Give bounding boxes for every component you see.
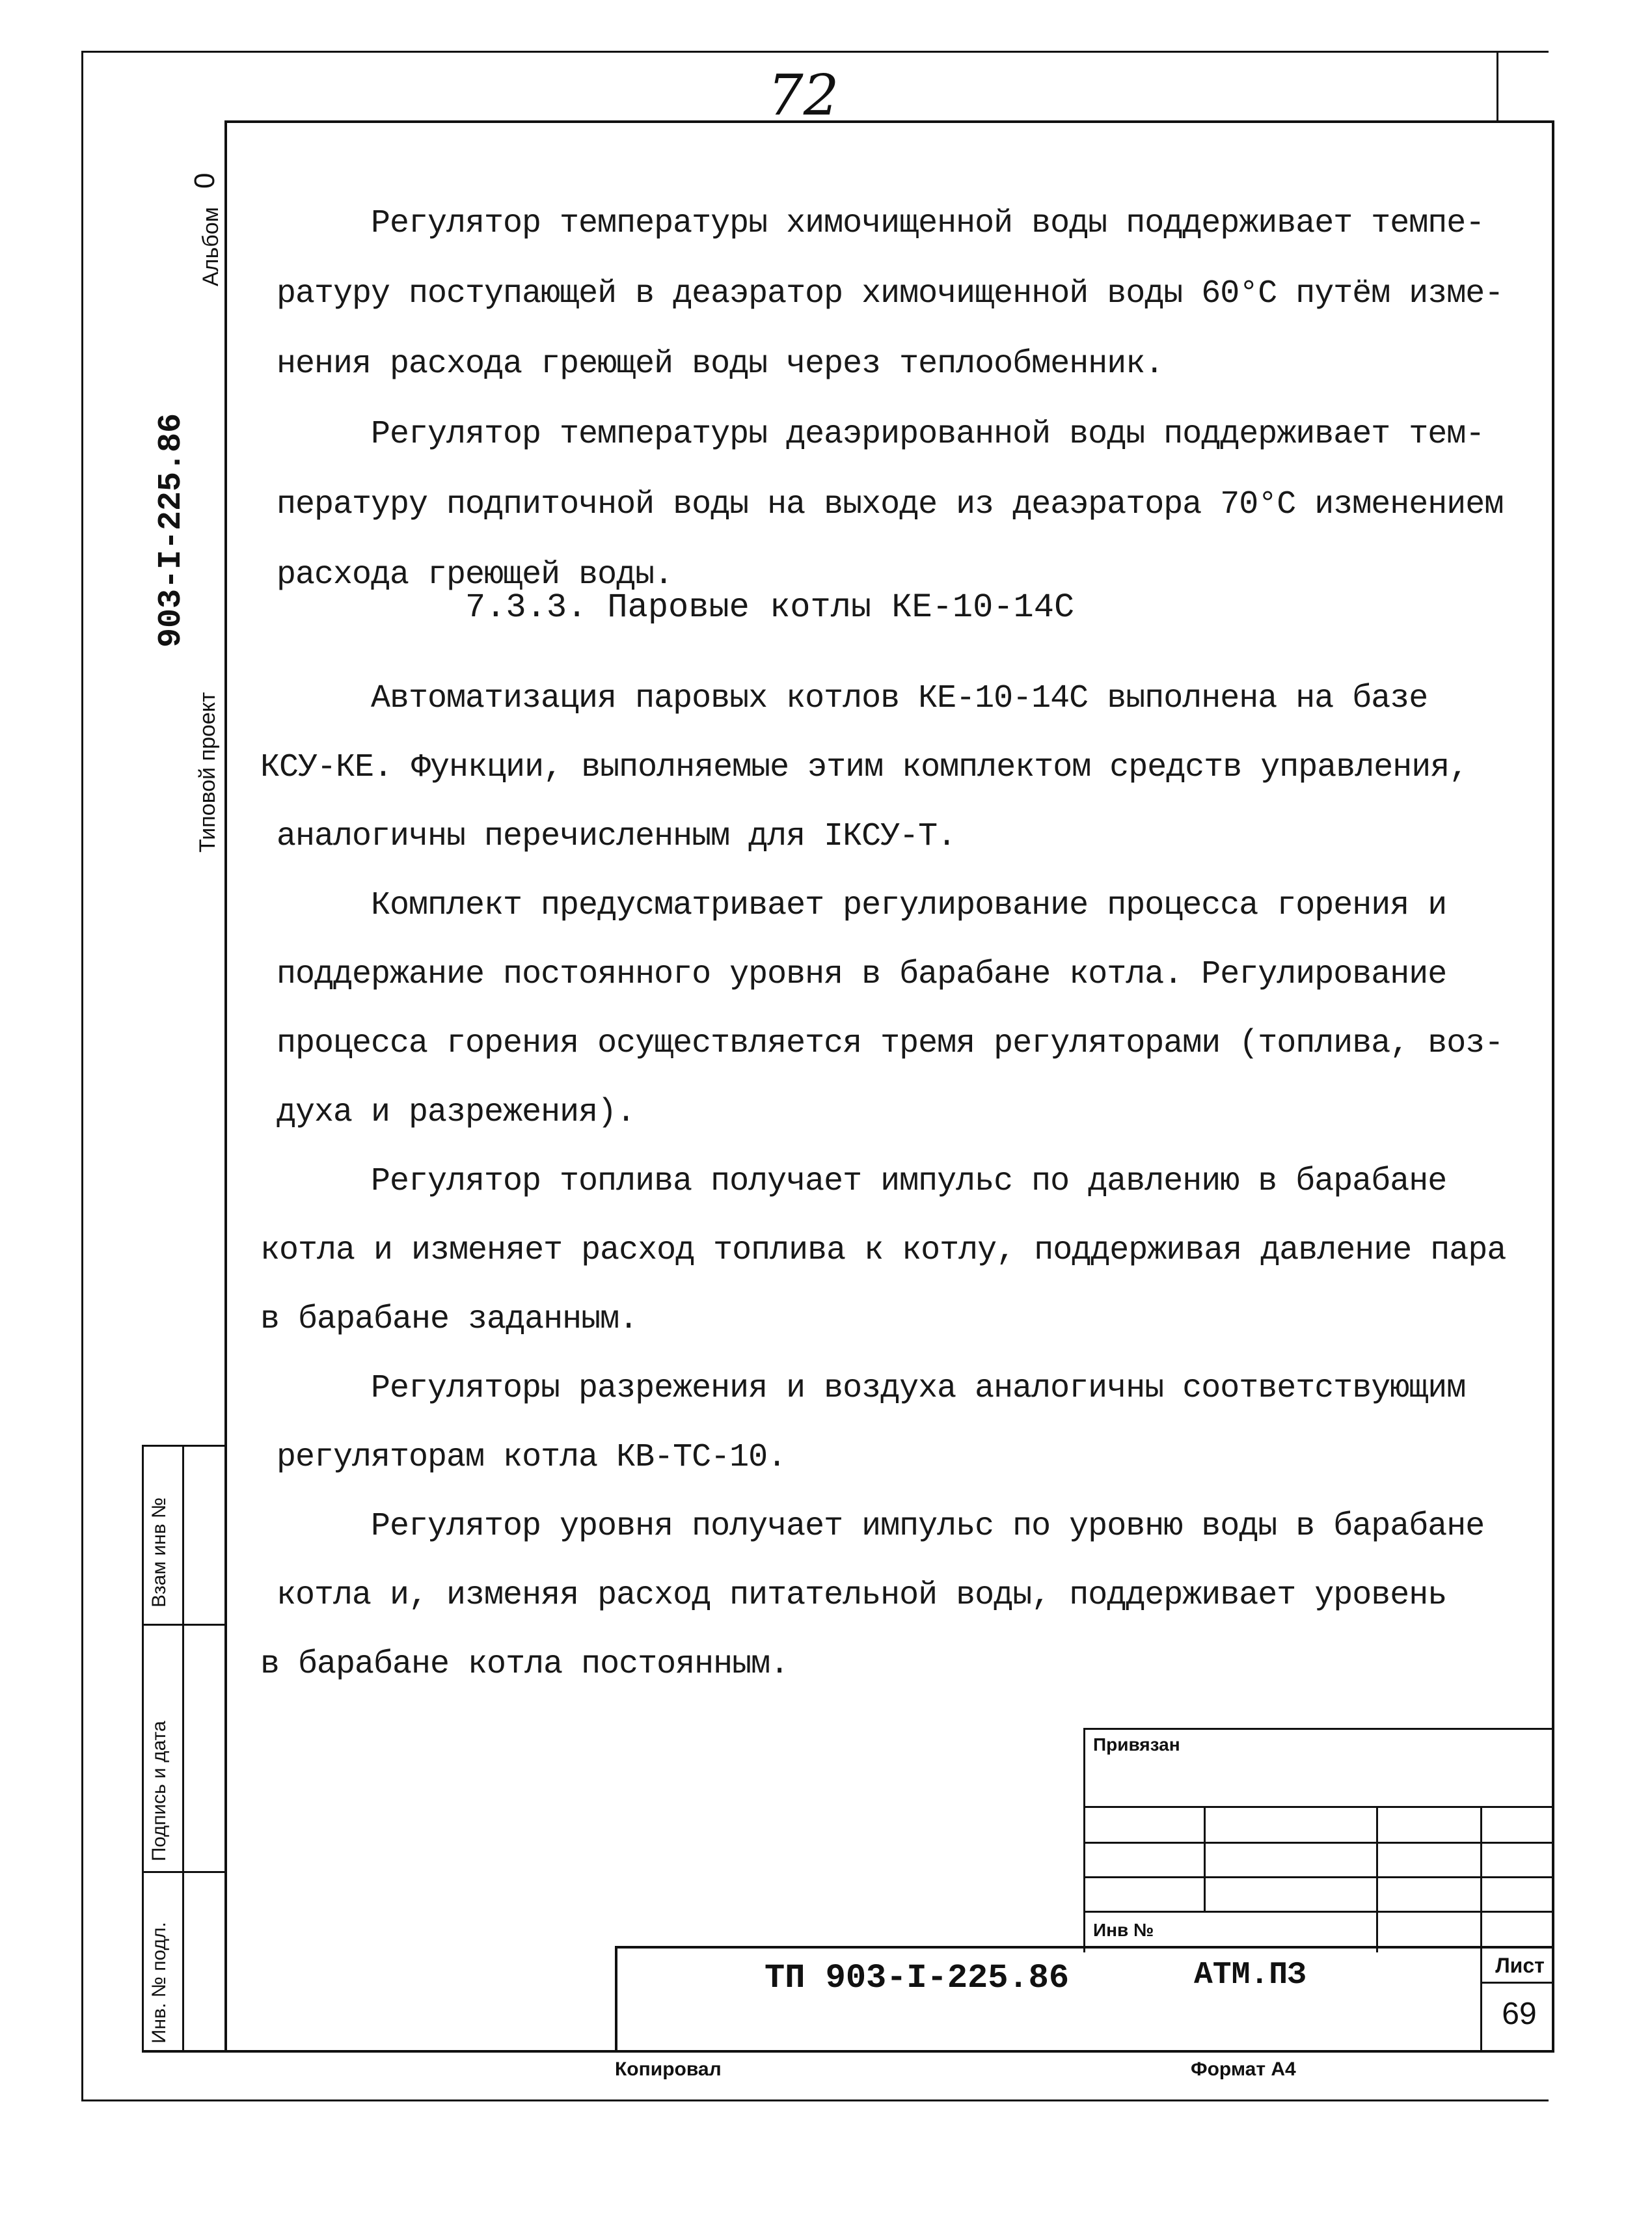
paragraph-3-line-1: Автоматизация паровых котлов КЕ-10-14С выполнена на базе: [371, 680, 1428, 717]
page-number: 72: [768, 63, 839, 128]
side-stamp-divider: [182, 1445, 184, 2051]
project-label: Типовой проект: [195, 692, 220, 853]
inner-frame-top: [224, 120, 1552, 123]
paragraph-2-line-1: Регулятор температуры деаэрированной воды поддерживает тем-: [371, 416, 1485, 453]
paragraph-4-line-3: процесса горения осуществляется тремя регуляторами (топлива, воз-: [277, 1025, 1504, 1062]
paragraph-6-line-2: регуляторам котла КВ-ТС-10.: [277, 1439, 787, 1476]
paragraph-4-line-4: духа и разрежения).: [277, 1094, 636, 1131]
side-stamp-top: [142, 1445, 226, 1447]
side-field-replace-inv: Взам инв №: [148, 1497, 170, 1607]
paragraph-3-line-3: аналогичны перечисленным для IКСУ-Т.: [277, 818, 956, 855]
sheet-label: Лист: [1495, 1954, 1545, 1977]
title-doc-number: ТП 903-I-225.86: [765, 1959, 1070, 1997]
title-sheet-row: [1480, 1982, 1552, 1984]
paragraph-2-line-2: пературу подпиточной воды на выходе из деаэратора 70°С изменением: [277, 486, 1504, 523]
album-number: 0: [189, 172, 221, 189]
side-stamp-outer-left: [142, 1445, 144, 2051]
footer-copied-by: Копировал: [615, 2058, 722, 2080]
stamp-left: [1083, 1728, 1085, 1952]
inner-frame-bottom: [142, 2050, 1554, 2053]
stamp-bound-label: Привязан: [1093, 1734, 1180, 1755]
stamp-inv-label: Инв №: [1093, 1920, 1154, 1940]
paragraph-3-line-2: КСУ-КЕ. Функции, выполняемые этим комплектом средств управления,: [260, 749, 1469, 786]
paragraph-6-line-1: Регуляторы разрежения и воздуха аналогичны соответствующим: [371, 1370, 1466, 1407]
title-code: АТМ.ПЗ: [1194, 1958, 1307, 1993]
paragraph-2-line-3: расхода греющей воды.: [277, 556, 673, 594]
section-heading: 7.3.3. Паровые котлы КЕ-10-14С: [465, 588, 1075, 627]
project-code: 903-I-225.86: [153, 413, 190, 648]
side-field-signature-date: Подпись и дата: [148, 1721, 170, 1861]
corner-notch: [1496, 51, 1498, 122]
paragraph-5-line-3: в барабане заданным.: [260, 1301, 638, 1338]
paragraph-4-line-2: поддержание постоянного уровня в барабане котла. Регулирование: [277, 956, 1447, 993]
side-stamp-row-1: [142, 1624, 226, 1626]
stamp-col-2: [1376, 1806, 1378, 1952]
paragraph-7-line-3: в барабане котла постоянным.: [260, 1646, 789, 1683]
stamp-col-1: [1204, 1806, 1206, 1911]
paragraph-5-line-2: котла и изменяет расход топлива к котлу, поддерживая давление пара: [260, 1232, 1506, 1269]
stamp-col-3: [1480, 1806, 1482, 1952]
title-block-left: [615, 1946, 617, 2051]
outer-frame-top: [81, 51, 1549, 53]
album-label: Альбом: [198, 207, 223, 286]
paragraph-1-line-1: Регулятор температуры химочищенной воды поддерживает темпе-: [371, 205, 1485, 242]
paragraph-7-line-1: Регулятор уровня получает импульс по уровню воды в барабане: [371, 1508, 1485, 1545]
paragraph-1-line-3: нения расхода греющей воды через теплообменник.: [277, 346, 1164, 383]
footer-format: Формат А4: [1191, 2058, 1296, 2080]
paragraph-4-line-1: Комплект предусматривает регулирование процесса горения и: [371, 887, 1447, 924]
outer-frame-bottom: [81, 2099, 1549, 2101]
paragraph-7-line-2: котла и, изменяя расход питательной воды, поддерживает уровень: [277, 1577, 1447, 1614]
side-field-original-inv: Инв. № подл.: [148, 1922, 170, 2044]
side-stamp-row-2: [142, 1871, 226, 1873]
title-block-top: [615, 1946, 1552, 1949]
sheet-number: 69: [1502, 1997, 1537, 2031]
stamp-top: [1083, 1728, 1552, 1730]
paragraph-1-line-2: ратуру поступающей в деаэратор химочищенной воды 60°С путём изме-: [277, 275, 1504, 312]
inner-frame-right: [1552, 120, 1554, 2052]
paragraph-5-line-1: Регулятор топлива получает импульс по давлению в барабане: [371, 1163, 1447, 1200]
inner-frame-left: [224, 120, 227, 2052]
outer-frame-left: [81, 51, 83, 2101]
